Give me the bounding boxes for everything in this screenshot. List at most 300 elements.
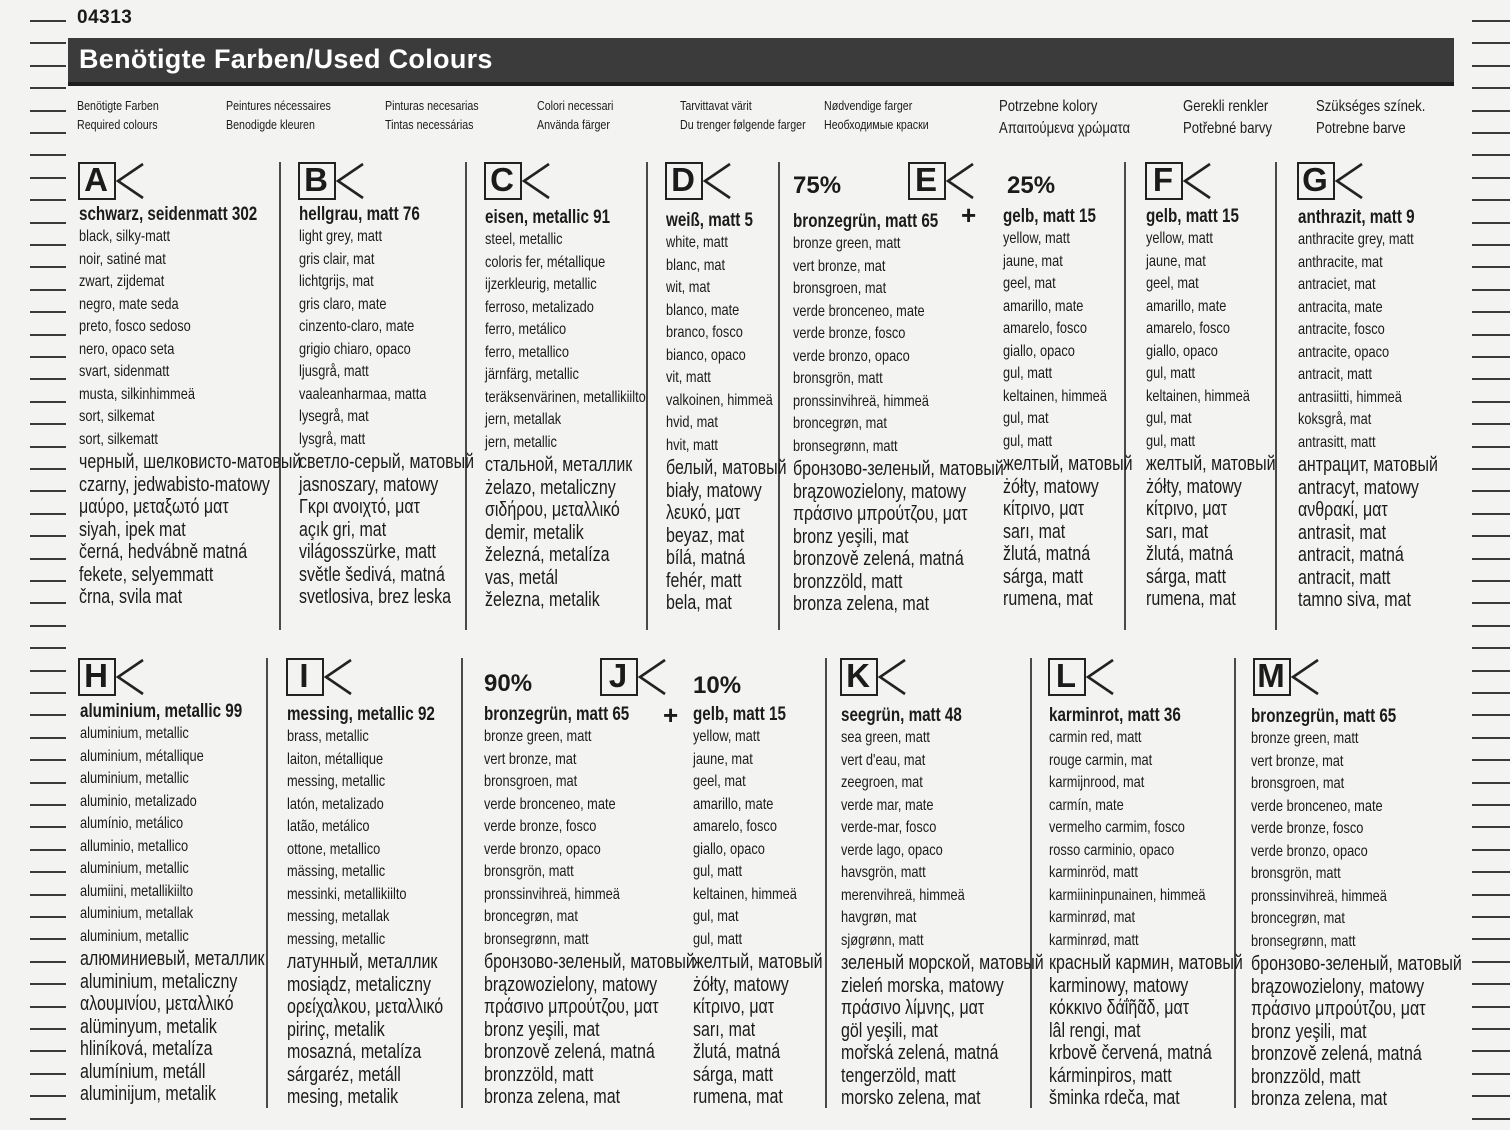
ruler-tick — [30, 378, 66, 380]
ruler-tick — [30, 759, 66, 761]
translation: pronssinvihreä, himmeä — [793, 392, 929, 410]
translation: rumena, mat — [1003, 588, 1093, 610]
translation: verde bronze, fosco — [793, 325, 906, 342]
translation: žlutá, matná — [1003, 543, 1091, 565]
translation: havgrøn, mat — [841, 909, 917, 926]
ruler-tick — [1472, 154, 1510, 156]
translation: yellow, matt — [1003, 230, 1070, 247]
flag-letter: J — [608, 657, 628, 694]
translation: bronzzöld, matt — [1251, 1065, 1361, 1088]
colour-column — [299, 204, 474, 609]
translation: hliníková, metalíza — [80, 1038, 213, 1060]
translation: vaaleanharmaa, matta — [299, 385, 427, 403]
translation: πράσινο λίμνης, ματ — [841, 997, 985, 1019]
translation: antraciet, mat — [1298, 276, 1376, 293]
translation: črna, svila mat — [79, 586, 183, 608]
ruler-tick — [1472, 670, 1510, 672]
flag-letter: C — [490, 161, 514, 198]
translation: lichtgrijs, mat — [299, 273, 374, 290]
ruler-tick — [1472, 871, 1510, 873]
language-header: Pinturas necesarias Tintas necessárias — [385, 98, 479, 132]
translation: mosazná, metalíza — [287, 1041, 422, 1063]
translation: vit, matt — [666, 369, 711, 386]
colour-column — [1298, 207, 1438, 612]
translation: antracita, mate — [1298, 298, 1383, 316]
mix-percentage: 75% — [793, 172, 842, 199]
translation: alluminio, metallico — [80, 837, 189, 855]
translation: žlutá, matná — [1146, 543, 1234, 565]
translation: антрацит, матовый — [1298, 454, 1438, 476]
ruler-tick — [30, 1073, 66, 1075]
mix-percentage: 10% — [693, 672, 742, 699]
translation: verde bronzo, opaco — [793, 347, 910, 365]
translation: antracite, opaco — [1298, 343, 1390, 361]
translation: açık gri, mat — [299, 518, 387, 541]
translation: sarı, mat — [1146, 520, 1209, 543]
label-flag-g — [1297, 162, 1365, 200]
language-header: Benötigte Farben Required colours — [77, 98, 159, 132]
translation: бронзово-зеленый, матовый — [484, 951, 695, 973]
translation: rouge carmin, mat — [1049, 751, 1153, 769]
ruler-tick — [1472, 513, 1510, 515]
translation: brass, metallic — [287, 728, 369, 745]
translation: aluminium, metaliczny — [80, 970, 238, 993]
translation: alüminyum, metalik — [80, 1015, 217, 1038]
translation: coloris fer, métallique — [485, 253, 606, 271]
ruler-tick — [1472, 849, 1510, 851]
flag-letter: M — [1257, 657, 1285, 694]
translation: krbově červená, matná — [1049, 1042, 1212, 1064]
flag-arrow-icon — [637, 658, 667, 696]
translation: keltainen, himmeä — [1146, 387, 1250, 405]
translation: branco, fosco — [666, 324, 743, 341]
translation: karminrød, mat — [1049, 909, 1136, 926]
language-header: Nødvendige farger Необходимые краски — [824, 98, 929, 132]
translation: бронзово-зеленый, матовый — [1251, 953, 1462, 975]
translation: ορείχαλκου, μεταλλικό — [287, 996, 444, 1018]
colour-column — [693, 704, 823, 1109]
ruler-tick — [1472, 244, 1510, 246]
colour-name: messing, metallic 92 — [287, 704, 435, 725]
translation: jaune, mat — [1146, 252, 1206, 270]
translation: siyah, ipek mat — [79, 518, 186, 541]
ruler-tick — [1472, 289, 1510, 291]
ruler-tick — [1472, 266, 1510, 268]
translation: bronz yeşili, mat — [1251, 1020, 1367, 1043]
plus-icon: + — [961, 200, 977, 230]
label-flag-h — [78, 658, 146, 696]
translation: σιδήρου, μεταλλικό — [485, 499, 620, 521]
translation: aluminium, métallique — [80, 747, 204, 765]
translation: černá, hedvábně matná — [79, 541, 248, 563]
translation: aluminijum, metalik — [80, 1083, 217, 1105]
ruler-tick — [30, 961, 66, 963]
colour-name: weiß, matt 5 — [666, 210, 753, 231]
ruler-tick — [1472, 961, 1510, 963]
translation: κίτρινο, ματ — [1003, 498, 1085, 520]
translation: sort, silkemat — [79, 408, 155, 425]
translation: rumena, mat — [693, 1086, 783, 1108]
translation: λευκό, ματ — [666, 502, 741, 524]
translation: красный кармин, матовый — [1049, 952, 1243, 974]
ruler-tick — [30, 42, 66, 44]
ruler-tick — [30, 199, 66, 201]
ruler-tick — [1472, 983, 1510, 985]
ruler-tick — [1472, 714, 1510, 716]
translation: verde-mar, fosco — [841, 819, 937, 836]
ruler-tick — [30, 1095, 66, 1097]
translation: messinki, metallikiilto — [287, 885, 407, 903]
translation: light grey, matt — [299, 228, 382, 245]
flag-arrow-icon — [877, 658, 907, 696]
ruler-tick — [1472, 692, 1510, 694]
ruler-tick — [30, 894, 66, 896]
colour-column — [79, 204, 301, 609]
translation: gul, matt — [693, 863, 743, 880]
translation: nero, opaco seta — [79, 340, 175, 358]
page-title: Benötigte Farben/Used Colours — [79, 44, 493, 74]
translation: bronz yeşili, mat — [793, 525, 909, 548]
translation: vert bronze, mat — [484, 750, 577, 768]
ruler-tick — [30, 602, 66, 604]
flag-letter: G — [1302, 161, 1328, 198]
translation: bronsgrön, matt — [793, 370, 883, 387]
colour-name: seegrün, matt 48 — [841, 705, 962, 726]
translation: fehér, matt — [666, 569, 742, 592]
colour-column — [793, 211, 1004, 616]
translation: bela, mat — [666, 592, 732, 614]
translation: vas, metál — [485, 566, 558, 589]
translation: μαύρο, μεταξωτό ματ — [79, 496, 229, 518]
translation: tengerzöld, matt — [841, 1064, 956, 1087]
ruler-tick — [1472, 423, 1510, 425]
colour-column — [1003, 206, 1133, 611]
colour-name: eisen, metallic 91 — [485, 207, 611, 228]
translation: αλουμινίου, μεταλλικό — [80, 993, 234, 1015]
translation: bronzově zelená, matná — [1251, 1043, 1422, 1065]
translation: steel, metallic — [485, 231, 563, 248]
colour-name: bronzegrün, matt 65 — [484, 704, 630, 725]
translation: verde bronceneo, mate — [484, 795, 616, 813]
ruler-tick — [1472, 1050, 1510, 1052]
translation: antrasiitti, himmeä — [1298, 388, 1402, 406]
ruler-tick — [1472, 1095, 1510, 1097]
language-header: Gerekli renkler Potřebné barvy — [1183, 98, 1272, 137]
ruler-tick — [30, 535, 66, 537]
ruler-tick — [30, 647, 66, 649]
document-number: 04313 — [77, 7, 133, 28]
translation: желтый, матовый — [1146, 453, 1276, 475]
translation: mässing, metallic — [287, 863, 386, 880]
colour-name: anthrazit, matt 9 — [1298, 207, 1415, 228]
translation: aluminium, metallak — [80, 905, 194, 922]
flag-letter: B — [304, 161, 328, 198]
colour-name: bronzegrün, matt 65 — [793, 211, 939, 232]
translation: bronz yeşili, mat — [484, 1018, 600, 1041]
translation: mosiądz, metaliczny — [287, 973, 432, 996]
ruler-tick — [1472, 1073, 1510, 1075]
ruler-tick — [1472, 647, 1510, 649]
translation: železna, metalik — [485, 589, 600, 611]
translation: sárga, matt — [693, 1063, 774, 1086]
translation: mořská zelená, matná — [841, 1042, 999, 1064]
translation: carmín, mate — [1049, 796, 1124, 814]
colour-column — [1049, 705, 1243, 1110]
translation: κόκκινο δάΐῆᾶδ, ματ — [1049, 997, 1190, 1019]
translation: żelazo, metaliczny — [485, 476, 616, 499]
translation: белый, матовый — [666, 457, 787, 479]
translation: pirinç, metalik — [287, 1018, 385, 1041]
translation: alumiini, metallikiilto — [80, 882, 194, 900]
translation: antracit, matt — [1298, 566, 1391, 589]
flag-letter: L — [1055, 657, 1077, 694]
translation: grigio chiaro, opaco — [299, 340, 411, 358]
ruler-tick — [30, 177, 66, 179]
translation: kárminpiros, matt — [1049, 1064, 1172, 1087]
colour-column — [666, 210, 787, 615]
ruler-tick — [1472, 826, 1510, 828]
translation: világosszürke, matt — [299, 541, 436, 563]
translation: aluminium, metallic — [80, 927, 189, 945]
ruler-tick — [1472, 356, 1510, 358]
ruler-tick — [30, 401, 66, 403]
translation: sárga, matt — [1146, 565, 1227, 588]
label-flag-j — [600, 658, 668, 696]
ruler-tick — [1472, 1118, 1510, 1120]
translation: vermelho carmim, fosco — [1049, 819, 1185, 836]
ruler-tick — [1472, 222, 1510, 224]
translation: verde bronzo, opaco — [484, 840, 601, 858]
ruler-tick — [30, 423, 66, 425]
flag-arrow-icon — [945, 162, 975, 200]
translation: antracite, fosco — [1298, 321, 1385, 338]
translation: lysgrå, matt — [299, 430, 366, 448]
translation: světle šedivá, matná — [299, 563, 445, 586]
translation: bronsgroen, mat — [793, 280, 887, 297]
colour-column — [841, 705, 1044, 1110]
translation: желтый, матовый — [1003, 453, 1133, 475]
translation: πράσινο μπρούτζου, ματ — [793, 503, 968, 525]
translation: verde bronze, fosco — [484, 818, 597, 835]
label-flag-f — [1145, 162, 1213, 200]
ruler-tick — [1472, 311, 1510, 313]
column-separator — [646, 162, 648, 630]
ruler-tick — [30, 983, 66, 985]
mix-percentage: 90% — [484, 670, 533, 697]
ruler-tick — [30, 938, 66, 940]
translation: šminka rdeča, mat — [1049, 1087, 1180, 1109]
translation: negro, mate seda — [79, 295, 179, 313]
translation: ferroso, metalizado — [485, 298, 594, 316]
translation: yellow, matt — [693, 728, 760, 745]
flag-letter: D — [671, 161, 695, 198]
ruler-tick — [30, 804, 66, 806]
translation: antracit, matná — [1298, 544, 1404, 566]
left-margin-ruler — [0, 0, 48, 1130]
translation: vert bronze, mat — [793, 257, 886, 275]
translation: bronsgroen, mat — [1251, 775, 1345, 792]
translation: antrasit, mat — [1298, 521, 1387, 544]
flag-arrow-icon — [1085, 658, 1115, 696]
translation: Γκρι ανοιχτό, ματ — [299, 496, 420, 518]
translation: antracit, matt — [1298, 366, 1372, 383]
translation: aluminio, metalizado — [80, 792, 197, 810]
translation: hvid, mat — [666, 414, 718, 431]
ruler-tick — [30, 110, 66, 112]
translation: ferro, metallico — [485, 343, 569, 361]
translation: brązowozielony, matowy — [484, 973, 658, 996]
translation: jern, metallic — [485, 433, 557, 451]
translation: antracyt, matowy — [1298, 476, 1419, 499]
translation: gul, matt — [1146, 432, 1196, 450]
title-bar — [68, 38, 1454, 86]
ruler-tick — [30, 670, 66, 672]
ruler-tick — [1472, 446, 1510, 448]
translation: demir, metalik — [485, 521, 584, 544]
translation: aluminium, metallic — [80, 725, 189, 742]
ruler-tick — [30, 356, 66, 358]
colour-name: karminrot, matt 36 — [1049, 705, 1181, 726]
translation: železná, metalíza — [485, 544, 610, 566]
ruler-tick — [1472, 490, 1510, 492]
plus-icon: + — [663, 700, 679, 730]
ruler-tick — [1472, 65, 1510, 67]
ruler-tick — [1472, 132, 1510, 134]
translation: ljusgrå, matt — [299, 363, 369, 380]
translation: latón, metalizado — [287, 795, 384, 813]
translation: latão, metálico — [287, 818, 370, 835]
translation: karminröd, matt — [1049, 864, 1138, 881]
flag-letter: I — [299, 657, 309, 694]
translation: gul, matt — [1003, 365, 1053, 382]
translation: zwart, zijdemat — [79, 273, 165, 290]
translation: бронзово-зеленый, матовый — [793, 458, 1004, 480]
translation: zeegroen, mat — [841, 774, 923, 791]
flag-arrow-icon — [115, 162, 145, 200]
translation: jasnoszary, matowy — [299, 473, 439, 496]
translation: carmin red, matt — [1049, 729, 1142, 746]
ruler-tick — [30, 1118, 66, 1120]
translation: blanc, mat — [666, 256, 726, 274]
translation: πράσινο μπρούτζου, ματ — [484, 996, 659, 1018]
translation: gul, matt — [693, 930, 743, 948]
ruler-tick — [1472, 401, 1510, 403]
translation: karmiininpunainen, himmeä — [1049, 886, 1206, 904]
colour-name: hellgrau, matt 76 — [299, 204, 420, 225]
ruler-tick — [1472, 42, 1510, 44]
translation: bronsegrønn, matt — [1251, 932, 1356, 950]
flag-letter: E — [914, 161, 937, 198]
translation: verde bronze, fosco — [1251, 820, 1364, 837]
mix-percentage: 25% — [1007, 172, 1056, 199]
ruler-tick — [30, 334, 66, 336]
column-separator — [461, 658, 463, 1108]
translation: alumínio, metálico — [80, 815, 184, 832]
flag-arrow-icon — [702, 162, 732, 200]
translation: bronza zelena, mat — [484, 1086, 621, 1108]
translation: anthracite, mat — [1298, 253, 1383, 271]
translation: żółty, matowy — [1146, 475, 1242, 498]
translation: ανθρακί, ματ — [1298, 499, 1388, 521]
translation: laiton, métallique — [287, 750, 384, 768]
translation: bronsgrön, matt — [1251, 865, 1341, 882]
ruler-tick — [30, 513, 66, 515]
translation: hvit, matt — [666, 436, 718, 454]
translation: cinzento-claro, mate — [299, 318, 415, 335]
ruler-tick — [30, 490, 66, 492]
colour-name: gelb, matt 15 — [1146, 206, 1239, 227]
ruler-tick — [30, 132, 66, 134]
label-flag-l — [1048, 658, 1116, 696]
translation: vert d'eau, mat — [841, 751, 926, 769]
translation: svart, sidenmatt — [79, 363, 170, 380]
colour-name: bronzegrün, matt 65 — [1251, 706, 1397, 727]
ruler-tick — [1472, 177, 1510, 179]
translation: white, matt — [666, 234, 728, 251]
colour-column — [1251, 706, 1462, 1111]
translation: jern, metallak — [485, 411, 562, 428]
translation: giallo, opaco — [693, 840, 765, 858]
translation: gul, mat — [1003, 410, 1049, 427]
ruler-tick — [30, 87, 66, 89]
ruler-tick — [30, 289, 66, 291]
translation: sarı, mat — [693, 1018, 756, 1041]
translation: geel, mat — [1003, 275, 1056, 292]
translation: bronze green, matt — [484, 728, 592, 745]
translation: gris claro, mate — [299, 295, 387, 313]
translation: preto, fosco sedoso — [79, 318, 191, 335]
flag-arrow-icon — [1290, 658, 1320, 696]
translation: tamno siva, mat — [1298, 589, 1411, 611]
ruler-tick — [1472, 580, 1510, 582]
translation: πράσινο μπρούτζου, ματ — [1251, 998, 1426, 1020]
translation: amarillo, mate — [1003, 297, 1084, 315]
translation: zieleń morska, matowy — [841, 974, 1004, 997]
translation: mesing, metalik — [287, 1086, 399, 1108]
translation: valkoinen, himmeä — [666, 391, 773, 409]
flag-arrow-icon — [335, 162, 365, 200]
ruler-tick — [1472, 1006, 1510, 1008]
translation: bronzově zelená, matná — [484, 1041, 655, 1063]
translation: brązowozielony, matowy — [793, 480, 967, 503]
translation: jaune, mat — [1003, 252, 1063, 270]
colour-column — [287, 704, 443, 1109]
translation: sárga, matt — [1003, 565, 1084, 588]
translation: sort, silkematt — [79, 430, 158, 448]
ruler-tick — [30, 154, 66, 156]
translation: keltainen, himmeä — [693, 885, 797, 903]
translation: verde bronceneo, mate — [793, 302, 925, 320]
translation: teräksenvärinen, metallikiilto — [485, 388, 646, 406]
translation: светло-серый, матовый — [299, 451, 475, 473]
colour-name: gelb, matt 15 — [693, 704, 786, 725]
translation: pronssinvihreä, himmeä — [484, 885, 620, 903]
translation: fekete, selyemmatt — [79, 563, 214, 586]
label-flag-e — [908, 162, 976, 200]
translation: bílá, matná — [666, 547, 746, 569]
translation: giallo, opaco — [1003, 342, 1075, 360]
translation: žlutá, matná — [693, 1041, 781, 1063]
ruler-tick — [1472, 894, 1510, 896]
translation: havsgrön, matt — [841, 864, 926, 881]
language-header: Potrzebne kolory Απαιτούμενα χρώματα — [999, 98, 1131, 137]
translation: bronze green, matt — [1251, 730, 1359, 747]
ruler-tick — [30, 826, 66, 828]
translation: musta, silkinhimmeä — [79, 385, 195, 403]
translation: jaune, mat — [693, 750, 753, 768]
ruler-tick — [1472, 87, 1510, 89]
translation: broncegrøn, mat — [793, 415, 887, 432]
